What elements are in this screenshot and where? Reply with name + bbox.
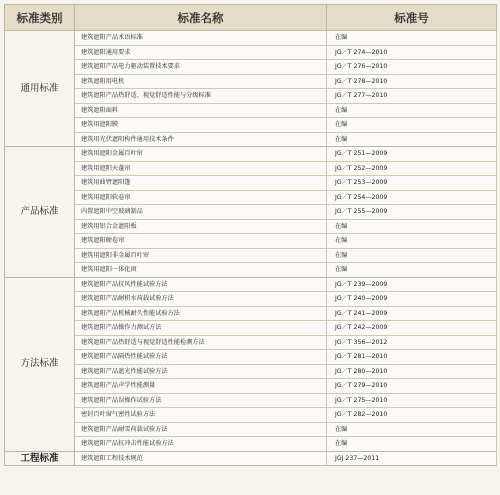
standard-number-cell: JG／T 251—2009 xyxy=(327,147,497,162)
standard-name-cell: 建筑用曲臂遮阳篷 xyxy=(75,176,327,191)
table-row xyxy=(5,437,497,452)
table-row xyxy=(5,292,497,307)
table-row xyxy=(5,379,497,394)
standard-number-cell: JG／T 279—2010 xyxy=(327,379,497,394)
table-row xyxy=(5,103,497,118)
table-row xyxy=(5,248,497,263)
category-cell: 通用标准 xyxy=(5,31,75,147)
table-row xyxy=(5,350,497,365)
table-row xyxy=(5,321,497,336)
standard-number-cell: JG／T 253—2009 xyxy=(327,176,497,191)
standard-name-cell: 建筑遮阳产品声学性能测量 xyxy=(75,379,327,394)
table-row xyxy=(5,219,497,234)
standard-name-cell: 建筑用遮阳非金属百叶帘 xyxy=(75,248,327,263)
table-row xyxy=(5,451,497,466)
table-row xyxy=(5,234,497,249)
header-name: 标准名称 xyxy=(75,5,327,31)
standard-name-cell: 建筑用光伏遮阳构件通用技术条件 xyxy=(75,132,327,147)
standard-number-cell: JG／T 254—2009 xyxy=(327,190,497,205)
standard-number-cell: 在编 xyxy=(327,437,497,452)
standard-name-cell: 建筑遮阳产品耐积水荷载试验方法 xyxy=(75,292,327,307)
standard-number-cell: JG／T 241—2009 xyxy=(327,306,497,321)
standard-number-cell: JG／T 275—2010 xyxy=(327,393,497,408)
standards-table xyxy=(4,4,497,466)
standard-number-cell: JGJ 237—2011 xyxy=(327,451,497,466)
standard-name-cell: 建筑用铝合金遮阳板 xyxy=(75,219,327,234)
standard-name-cell: 建筑遮阳产品机械耐久性能试验方法 xyxy=(75,306,327,321)
standard-name-cell: 建筑用遮阳软卷帘 xyxy=(75,190,327,205)
table-row xyxy=(5,147,497,162)
table-row xyxy=(5,132,497,147)
standard-name-cell: 建筑遮阳产品术语标准 xyxy=(75,31,327,46)
standard-number-cell: JG／T 242—2009 xyxy=(327,321,497,336)
header-number: 标准号 xyxy=(327,5,497,31)
table-row xyxy=(5,277,497,292)
standard-number-cell: 在编 xyxy=(327,118,497,133)
standard-number-cell: JG／T 280—2010 xyxy=(327,364,497,379)
standard-number-cell: JG／T 274—2010 xyxy=(327,45,497,60)
standard-name-cell: 建筑遮阳产品隔热性能试验方法 xyxy=(75,350,327,365)
standard-name-cell: 建筑遮阳产品抗冲击性能试验方法 xyxy=(75,437,327,452)
standard-name-cell: 建筑遮阳产品热舒适与视觉舒适性能检测方法 xyxy=(75,335,327,350)
standard-number-cell: JG／T 239—2009 xyxy=(327,277,497,292)
table-row xyxy=(5,176,497,191)
standard-name-cell: 建筑遮阳硬卷帘 xyxy=(75,234,327,249)
standard-number-cell: 在编 xyxy=(327,132,497,147)
standard-number-cell: JG／T 277—2010 xyxy=(327,89,497,104)
table-row xyxy=(5,364,497,379)
standard-number-cell: JG／T 276—2010 xyxy=(327,60,497,75)
standard-number-cell: JG／T 282—2010 xyxy=(327,408,497,423)
standard-number-cell: JG／T 278—2010 xyxy=(327,74,497,89)
standard-number-cell: 在编 xyxy=(327,103,497,118)
category-cell: 产品标准 xyxy=(5,147,75,278)
standard-number-cell: 在编 xyxy=(327,263,497,278)
standard-name-cell: 建筑遮阳工程技术规范 xyxy=(75,451,327,466)
standard-name-cell: 建筑遮阳产品操作力测试方法 xyxy=(75,321,327,336)
standard-number-cell: 在编 xyxy=(327,248,497,263)
table-row xyxy=(5,205,497,220)
table-row xyxy=(5,263,497,278)
table-row xyxy=(5,408,497,423)
table-row xyxy=(5,89,497,104)
standard-number-cell: 在编 xyxy=(327,422,497,437)
table-row xyxy=(5,306,497,321)
table-row xyxy=(5,74,497,89)
category-cell: 方法标准 xyxy=(5,277,75,451)
table-row xyxy=(5,118,497,133)
standard-name-cell: 建筑用遮阳一体化窗 xyxy=(75,263,327,278)
standard-number-cell: 在编 xyxy=(327,219,497,234)
table-row xyxy=(5,393,497,408)
table-row xyxy=(5,422,497,437)
standard-name-cell: 建筑遮阳产品抗风性能试验方法 xyxy=(75,277,327,292)
standard-name-cell: 建筑遮阳面料 xyxy=(75,103,327,118)
standard-number-cell: 在编 xyxy=(327,234,497,249)
standard-number-cell: JG／T 281—2010 xyxy=(327,350,497,365)
table-row xyxy=(5,45,497,60)
category-cell: 工程标准 xyxy=(5,451,75,466)
table-row xyxy=(5,190,497,205)
standard-name-cell: 内置遮阳中空玻璃制品 xyxy=(75,205,327,220)
standard-number-cell: JG／T 356—2012 xyxy=(327,335,497,350)
table-row xyxy=(5,335,497,350)
standard-name-cell: 建筑用遮阳金属百叶帘 xyxy=(75,147,327,162)
standard-name-cell: 密封百叶窗气密性试验方法 xyxy=(75,408,327,423)
standard-name-cell: 建筑遮阳产品耐雪荷载试验方法 xyxy=(75,422,327,437)
table-header-row xyxy=(5,5,497,31)
standard-name-cell: 建筑遮阳产品电力驱动装置技术要求 xyxy=(75,60,327,75)
table-body xyxy=(5,31,497,466)
standard-number-cell: JG／T 240—2009 xyxy=(327,292,497,307)
standard-name-cell: 建筑遮阳产品遮光性能试验方法 xyxy=(75,364,327,379)
standard-name-cell: 建筑用遮阳膜 xyxy=(75,118,327,133)
standard-name-cell: 建筑遮阳产品误操作试验方法 xyxy=(75,393,327,408)
standard-name-cell: 建筑遮阳产品热舒适、视觉舒适性能与分级标准 xyxy=(75,89,327,104)
standard-name-cell: 建筑遮阳通用要求 xyxy=(75,45,327,60)
standard-number-cell: 在编 xyxy=(327,31,497,46)
standard-name-cell: 建筑遮阳用电机 xyxy=(75,74,327,89)
table-row xyxy=(5,161,497,176)
standard-number-cell: JG／T 255—2009 xyxy=(327,205,497,220)
table-row xyxy=(5,31,497,46)
standard-number-cell: JG／T 252—2009 xyxy=(327,161,497,176)
header-category: 标准类别 xyxy=(5,5,75,31)
table-row xyxy=(5,60,497,75)
standard-name-cell: 建筑用遮阳天蓬帘 xyxy=(75,161,327,176)
